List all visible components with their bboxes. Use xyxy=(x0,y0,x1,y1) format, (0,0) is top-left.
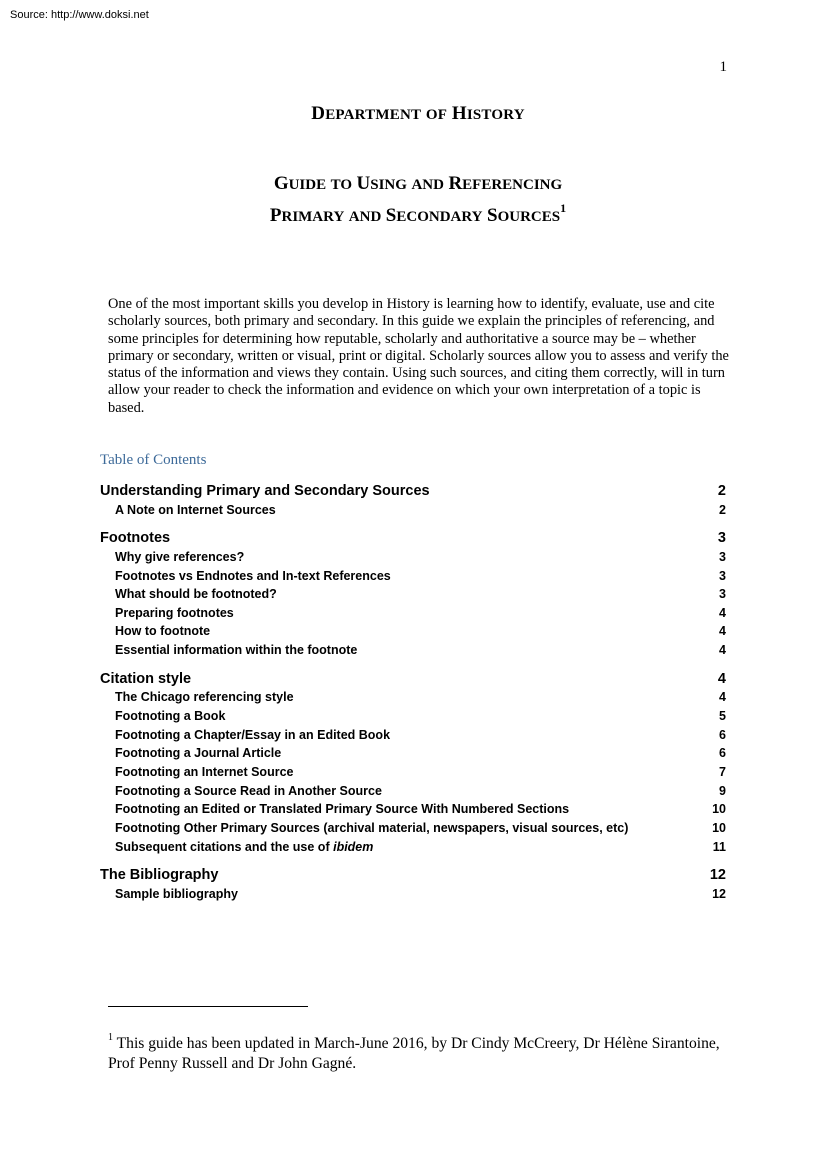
intro-paragraph: One of the most important skills you develop in History is learning how to identify, evaluate, use and cite scholarly sources, both primary and secondary. In this guide we explain the principles of referencing, and some principles for determining how reputable, scholarly and authoritative a source may be – whether primary or secondary, written or visual, print or digital. Scholarly sources allow you to assess and verify the status of the information and views they contain. Using such sources, and citing them correctly, will in turn allow your reader to check the information and evidence on which your own interpretation of a topic is based. xyxy=(108,296,729,416)
toc-entry-footnotes-vs-endnotes[interactable]: Footnotes vs Endnotes and In-text References 3 xyxy=(115,569,726,583)
toc-entry-why-references[interactable]: Why give references? 3 xyxy=(115,550,726,564)
toc-entry-how-to-footnote[interactable]: How to footnote 4 xyxy=(115,624,726,638)
guide-title-line-1: GUIDE TO USING AND REFERENCING xyxy=(273,173,563,194)
toc-entry-footnotes[interactable]: Footnotes 3 xyxy=(100,530,726,546)
guide-title xyxy=(0,171,827,230)
guide-title-line-2: PRIMARY AND SECONDARY SOURCES$^1$ xyxy=(269,201,567,226)
toc-entry-citation-style[interactable]: Citation style 4 xyxy=(100,671,726,687)
toc-entry-other-primary-sources[interactable]: Footnoting Other Primary Sources (archival material, newspapers, visual sources, etc) 10 xyxy=(115,821,726,835)
department-heading: DEPARTMENT OF HISTORY xyxy=(311,103,525,124)
source-url-line: Source: http://www.doksi.net xyxy=(10,9,149,21)
toc-entry-bibliography[interactable]: The Bibliography 12 xyxy=(100,867,726,883)
toc-entry-footnoting-internet[interactable]: Footnoting an Internet Source 7 xyxy=(115,765,726,779)
toc-entry-footnoting-chapter[interactable]: Footnoting a Chapter/Essay in an Edited Book 6 xyxy=(115,728,726,742)
toc-entry-preparing-footnotes[interactable]: Preparing footnotes 4 xyxy=(115,606,726,620)
toc-entry-chicago-style[interactable]: The Chicago referencing style 4 xyxy=(115,690,726,704)
toc-entry-subsequent-citations[interactable]: Subsequent citations and the use of ibidem 11 xyxy=(115,840,726,854)
toc-entry-sample-bibliography[interactable]: Sample bibliography 12 xyxy=(115,887,726,901)
footnote xyxy=(108,1030,748,1074)
footnote-text: This guide has been updated in March-June 2016, by Dr Cindy McCreery, Dr Hélène Sirantoine, Prof Penny Russell and Dr John Gagné. xyxy=(108,1035,720,1073)
toc-entry-edited-translated-primary[interactable]: Footnoting an Edited or Translated Primary Source With Numbered Sections 10 xyxy=(115,802,726,816)
footnote-separator xyxy=(108,1006,308,1007)
toc-entry-footnoting-book[interactable]: Footnoting a Book 5 xyxy=(115,709,726,723)
toc-entry-essential-information[interactable]: Essential information within the footnote 4 xyxy=(115,643,726,657)
toc-entry-understanding-sources[interactable]: Understanding Primary and Secondary Sources 2 xyxy=(100,483,726,499)
toc-entry-footnoting-journal[interactable]: Footnoting a Journal Article 6 xyxy=(115,746,726,760)
page-number: 1 xyxy=(719,59,727,75)
toc-heading: Table of Contents xyxy=(100,452,207,468)
footnote-reference-marker[interactable]: 1 xyxy=(560,201,567,215)
toc-entry-internet-sources-note[interactable]: A Note on Internet Sources 2 xyxy=(115,503,726,517)
footnote-marker: 1 xyxy=(108,1032,113,1043)
toc-entry-source-in-another[interactable]: Footnoting a Source Read in Another Source 9 xyxy=(115,784,726,798)
toc-entry-what-footnoted[interactable]: What should be footnoted? 3 xyxy=(115,587,726,601)
